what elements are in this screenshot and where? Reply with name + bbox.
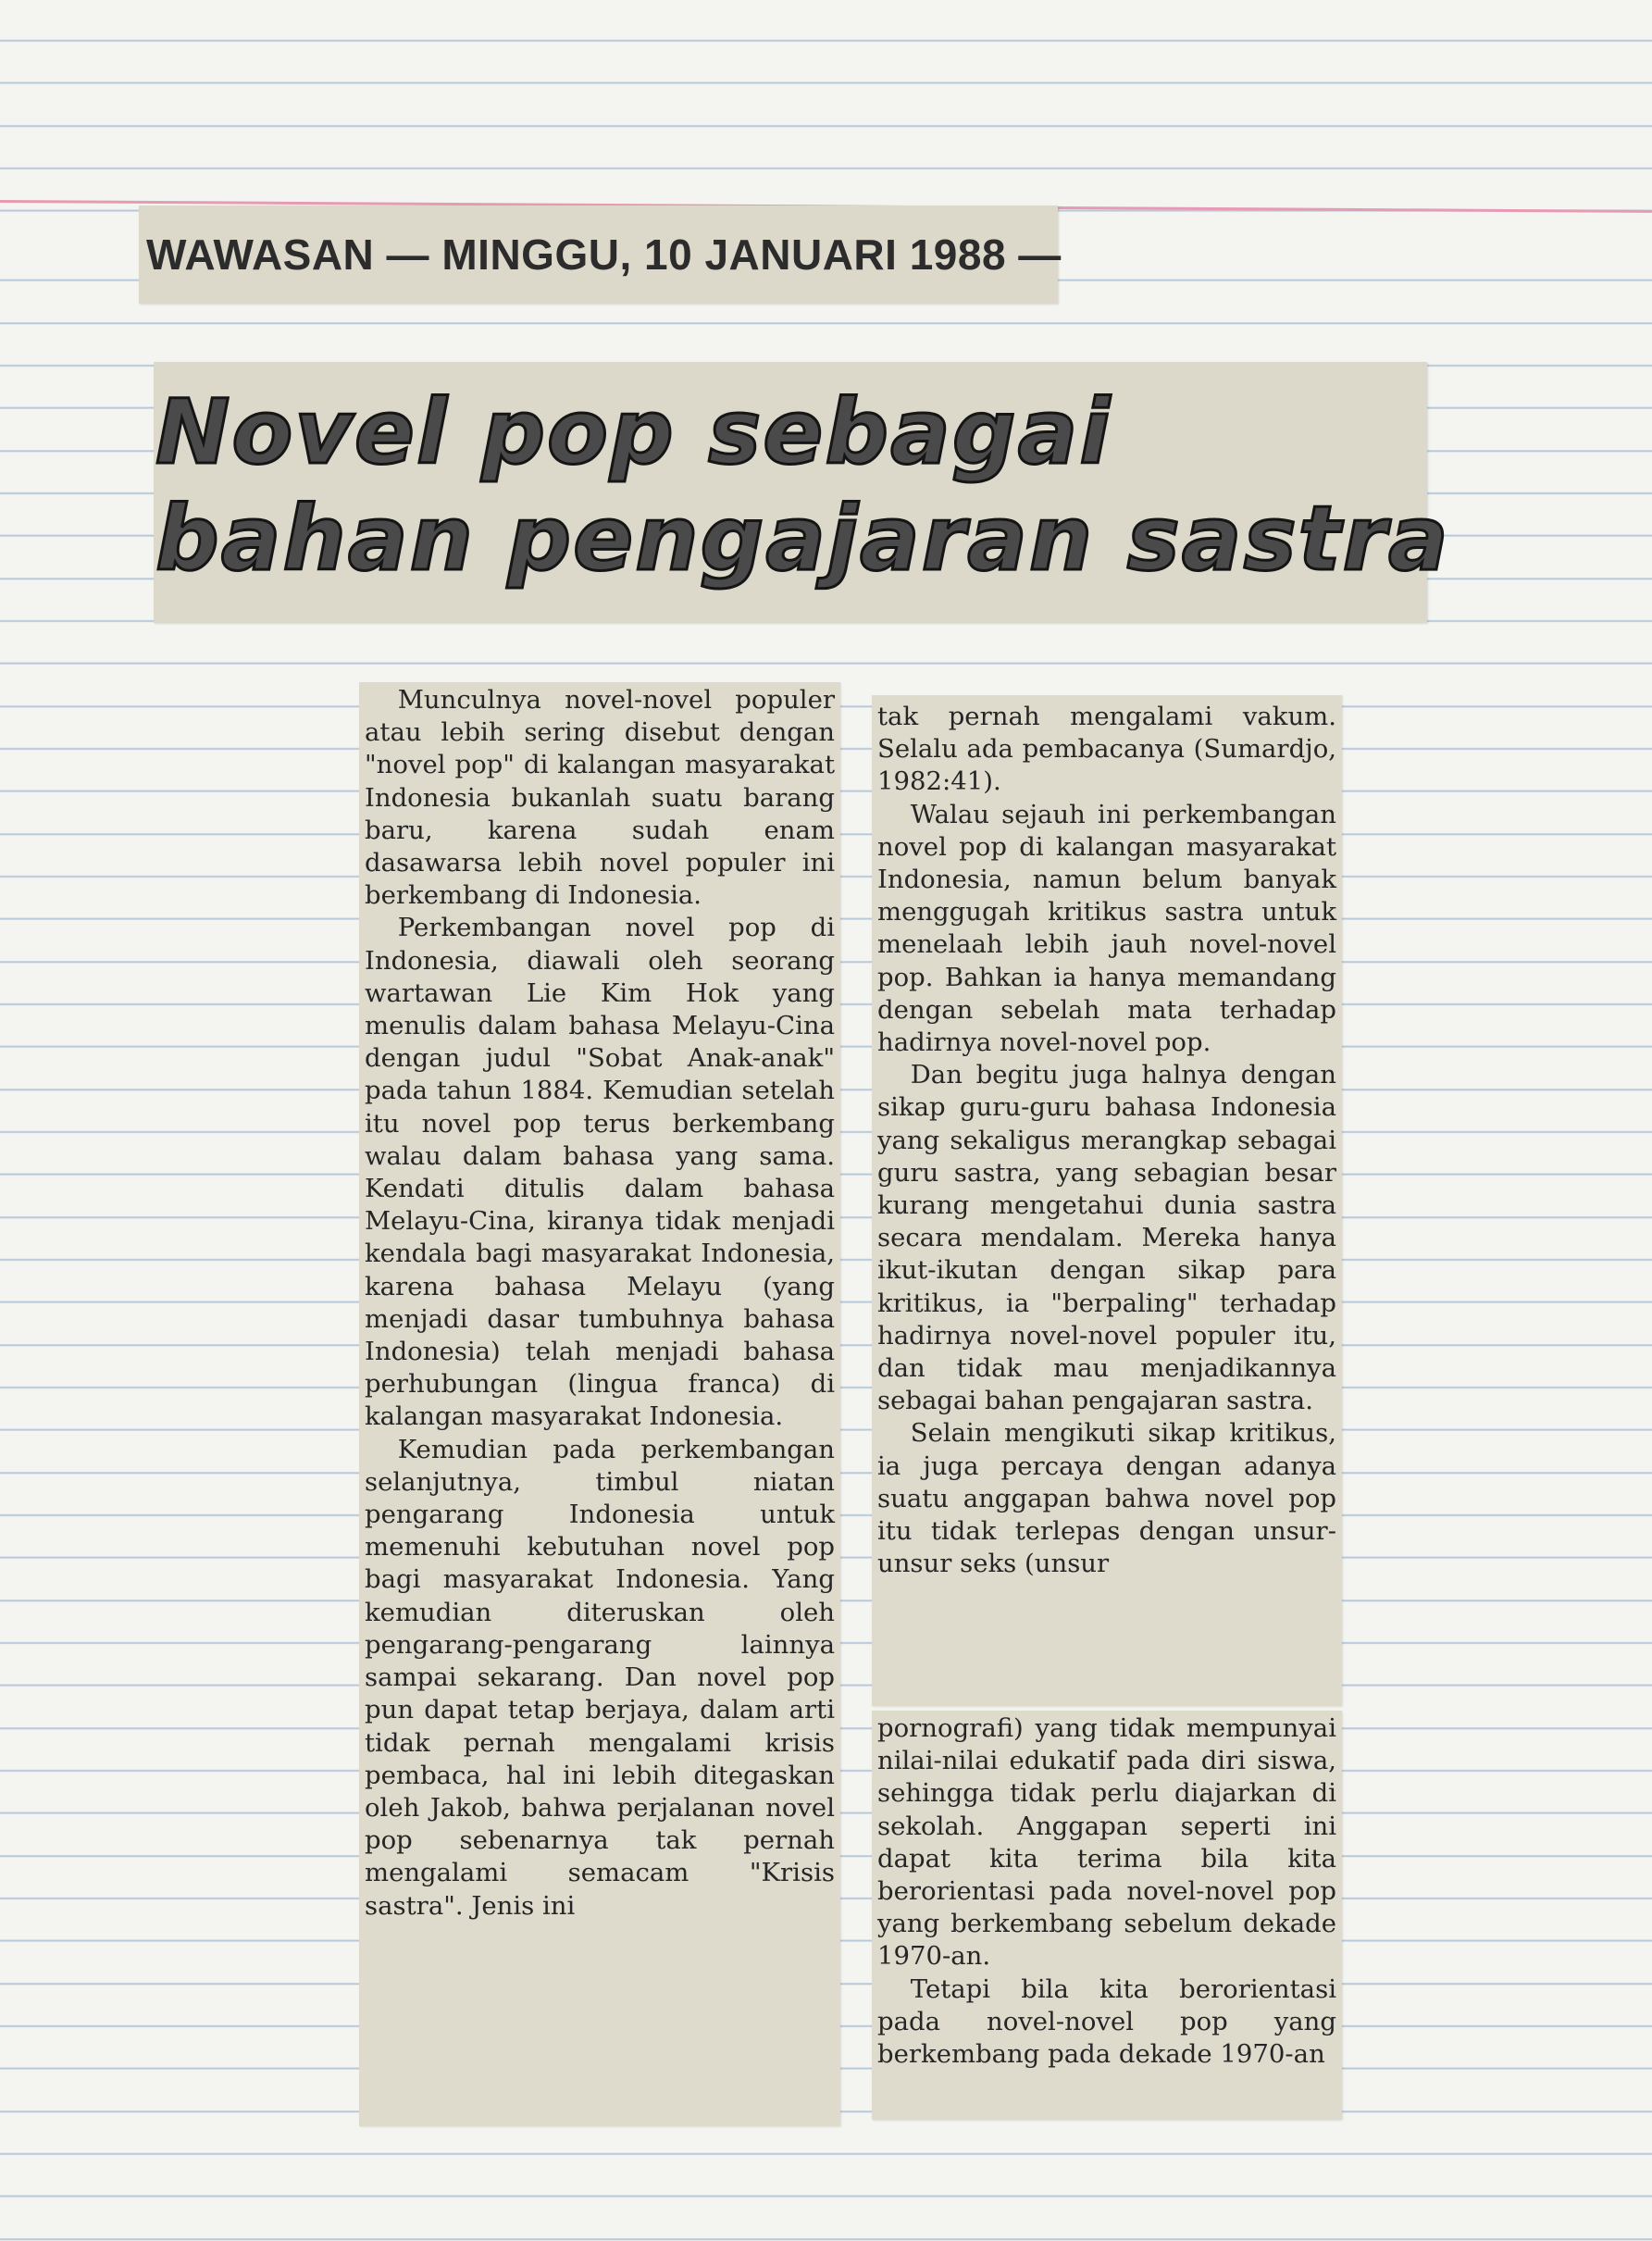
article-column-right-bottom	[872, 1711, 1342, 2120]
article-paragraph: pornografi) yang tidak mempunyai nilai-nilai edukatif pada diri siswa, sehingga tidak perlu diajarkan di sekolah. Anggapan seperti ini dapat kita terima bila kita berorientasi pada novel-novel pop yang berkembang sebelum dekade 1970-an.	[877, 1713, 1336, 1972]
article-paragraph: Tetapi bila kita berorientasi pada novel-novel pop yang berkembang pada dekade 1970-an	[877, 1973, 1336, 2070]
newspaper-masthead-clipping	[139, 205, 1062, 304]
masthead-date-line: WAWASAN — MINGGU, 10 JANUARI 1988 —	[146, 230, 1062, 279]
article-paragraph: Kemudian pada perkembangan selanjutnya, timbul niatan pengarang Indonesia untuk memenuhi kebutuhan novel pop bagi masyarakat Indonesia. Yang kemudian diteruskan oleh pengarang-pengarang lainnya sampai sekarang. Dan novel pop pun dapat tetap berjaya, dalam arti tidak pernah mengalami krisis pembaca, hal ini lebih ditegaskan oleh Jakob, bahwa perjalanan novel pop sebenarnya tak pernah mengalami semacam "Krisis sastra". Jenis ini	[365, 1434, 835, 1921]
article-paragraph: tak pernah mengalami vakum. Selalu ada pembacanya (Sumardjo, 1982:41).	[877, 702, 1336, 797]
article-paragraph: Selain mengikuti sikap kritikus, ia juga percaya dengan adanya suatu anggapan bahwa novel pop itu tidak terlepas dengan unsur-unsur seks (unsur	[877, 1418, 1336, 1579]
article-column-right-top	[872, 695, 1342, 1706]
article-column-left	[359, 682, 840, 2126]
headline-line-1: Novel pop sebagai	[155, 380, 1112, 484]
article-paragraph: Munculnya novel-novel populer atau lebih sering disebut dengan "novel pop" di kalangan masyarakat Indonesia bukanlah suatu barang baru, karena sudah enam dasawarsa lebih novel populer ini berkembang di Indonesia.	[365, 685, 835, 911]
article-paragraph: Perkembangan novel pop di Indonesia, diawali oleh seorang wartawan Lie Kim Hok yang menulis dalam bahasa Melayu-Cina dengan judul "Sobat Anak-anak" pada tahun 1884. Kemudian setelah itu novel pop terus berkembang walau dalam bahasa yang sama. Kendati ditulis dalam bahasa Melayu-Cina, kiranya tidak menjadi kendala bagi masyarakat Indonesia, karena bahasa Melayu (yang menjadi dasar tumbuhnya bahasa Indonesia) telah menjadi bahasa perhubungan (lingua franca) di kalangan masyarakat Indonesia.	[365, 913, 835, 1432]
headline-line-2: bahan pengajaran sastra	[155, 487, 1450, 591]
headline-clipping	[154, 362, 1450, 623]
article-paragraph: Dan begitu juga halnya dengan sikap guru-guru bahasa Indonesia yang sekaligus merangkap sebagai guru sastra, yang sebagian besar kurang mengetahui dunia sastra secara mendalam. Mereka hanya ikut-ikutan dengan sikap para kritikus, ia "berpaling" terhadap hadirnya novel-novel populer itu, dan tidak mau menjadikannya sebagai bahan pengajaran sastra.	[877, 1060, 1336, 1416]
article-paragraph: Walau sejauh ini perkembangan novel pop di kalangan masyarakat Indonesia, namun belum banyak menggugah kritikus sastra untuk menelaah lebih jauh novel-novel pop. Bahkan ia hanya memandang dengan sebelah mata terhadap hadirnya novel-novel pop.	[877, 799, 1336, 1058]
